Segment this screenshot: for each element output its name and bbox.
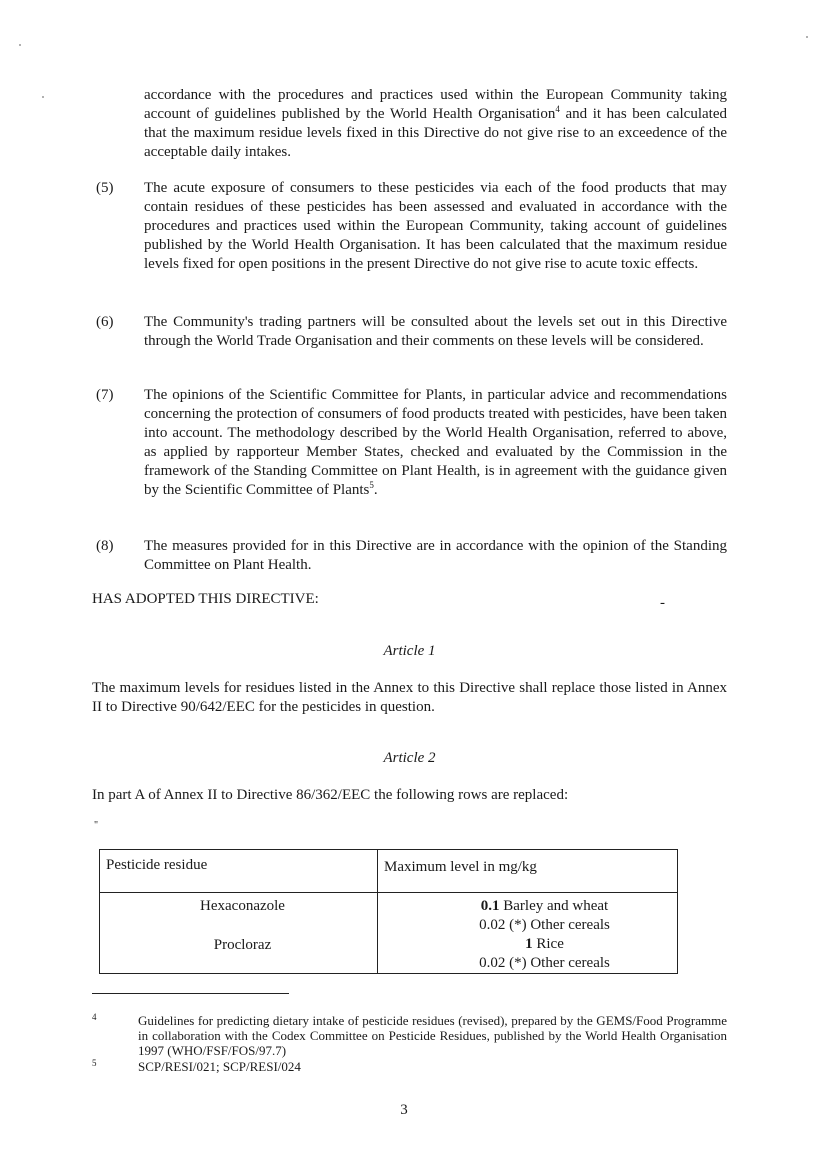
recital-6 — [92, 313, 727, 351]
level-entry — [418, 935, 671, 954]
level-label: Barley and wheat — [499, 898, 609, 914]
footnote-ref-5[interactable]: 5 — [369, 480, 374, 490]
level-label: Rice — [532, 936, 564, 952]
article-2-title: Article 2 — [383, 750, 436, 766]
footnote-separator — [92, 993, 289, 994]
footnote-mark: 4 — [92, 1012, 97, 1022]
level-value: 0.02 (*) — [479, 917, 527, 933]
recital-text: The Community's trading partners will be consulted about the levels set out in this Directive through the World Trade Organisation and their comments on these levels will be considered. — [144, 314, 727, 349]
level-label: Other cereals — [526, 955, 610, 971]
recital-text: The acute exposure of consumers to these pesticides via each of the food products that may contain residues of these pesticides has been assessed and evaluated in accordance with the procedures and practices used within the European Community, taking account of guidelines published by the World Health Organisation. It has been calculated that the maximum residue levels fixed for open positions in the present Directive do not give rise to acute toxic effects. — [144, 180, 727, 272]
article-1-title: Article 1 — [383, 643, 436, 659]
recital-5 — [92, 179, 727, 274]
pesticide-cell — [100, 893, 378, 974]
recital-text — [144, 386, 727, 500]
footnote-text: SCP/RESI/021; SCP/RESI/024 — [138, 1059, 301, 1074]
recital-number: (8) — [96, 538, 114, 554]
level-value: 1 — [525, 936, 533, 952]
opening-quote: " — [94, 820, 99, 831]
adopted-heading: HAS ADOPTED THIS DIRECTIVE: — [92, 591, 319, 607]
article-2-text: In part A of Annex II to Directive 86/362/EEC the following rows are replaced: — [92, 787, 569, 803]
table-header-row — [100, 850, 678, 893]
recital-number: (7) — [96, 387, 114, 403]
level-cell — [378, 893, 678, 974]
recital-text-main: The opinions of the Scientific Committee for Plants, in particular advice and recommendations concerning the protection of consumers of food products treated with pesticides, have been taken into account. The methodology described by the World Health Organisation, referred to above, as applied by rapporteur Member States, checked and evaluated by the Commission in the framework of the Standing Committee on Plant Health, is in agreement with the guidance given by the Scientific Committee of Plants — [144, 387, 727, 498]
table-row — [100, 893, 678, 974]
level-entry — [418, 954, 671, 973]
intro-text: accordance with the procedures and practices used within the European Community taking account of guidelines published by the World Health Organisation — [144, 87, 727, 122]
recital-8 — [92, 537, 727, 575]
pesticide-procloraz: Procloraz — [213, 937, 272, 953]
footnote-mark: 5 — [92, 1058, 97, 1068]
footnote-ref-4[interactable]: 4 — [555, 104, 560, 114]
level-value: 0.1 — [480, 898, 500, 914]
article-1-text: The maximum levels for residues listed in the Annex to this Directive shall replace those listed in Annex II to Directive 90/642/EEC for the pesticides in question. — [92, 680, 727, 715]
intro-paragraph — [144, 86, 727, 162]
level-value: 0.02 (*) — [479, 955, 527, 971]
recital-number: (5) — [96, 180, 114, 196]
recital-7 — [92, 386, 727, 500]
scan-speck — [806, 36, 808, 38]
header-pesticide-residue: Pesticide residue — [100, 850, 378, 893]
stray-mark: - — [660, 595, 665, 611]
header-maximum-level: Maximum level in mg/kg — [378, 850, 678, 893]
footnote-4 — [92, 1013, 727, 1058]
intro-text-end: and it has been calculated that the maximum residue levels fixed in this Directive do not give rise to an exceedence of the acceptable daily intakes. — [144, 106, 727, 160]
level-entry — [418, 897, 671, 916]
recital-number: (6) — [96, 314, 114, 330]
footnote-5 — [92, 1059, 727, 1074]
residue-table — [99, 849, 678, 974]
recital-text: The measures provided for in this Directive are in accordance with the opinion of the Standing Committee on Plant Health. — [144, 538, 727, 573]
scan-speck — [42, 96, 44, 98]
pesticide-hexaconazole: Hexaconazole — [200, 898, 285, 914]
page-number: 3 — [400, 1102, 408, 1118]
footnote-text: Guidelines for predicting dietary intake of pesticide residues (revised), prepared by the GEMS/Food Programme in collaboration with the Codex Committee on Pesticide Residues, published by the World Health Organisation 1997 (WHO/FSF/FOS/97.7) — [138, 1013, 727, 1058]
scan-speck — [19, 44, 21, 46]
level-entry — [418, 916, 671, 935]
level-label: Other cereals — [526, 917, 610, 933]
recital-text-end: . — [373, 482, 378, 498]
